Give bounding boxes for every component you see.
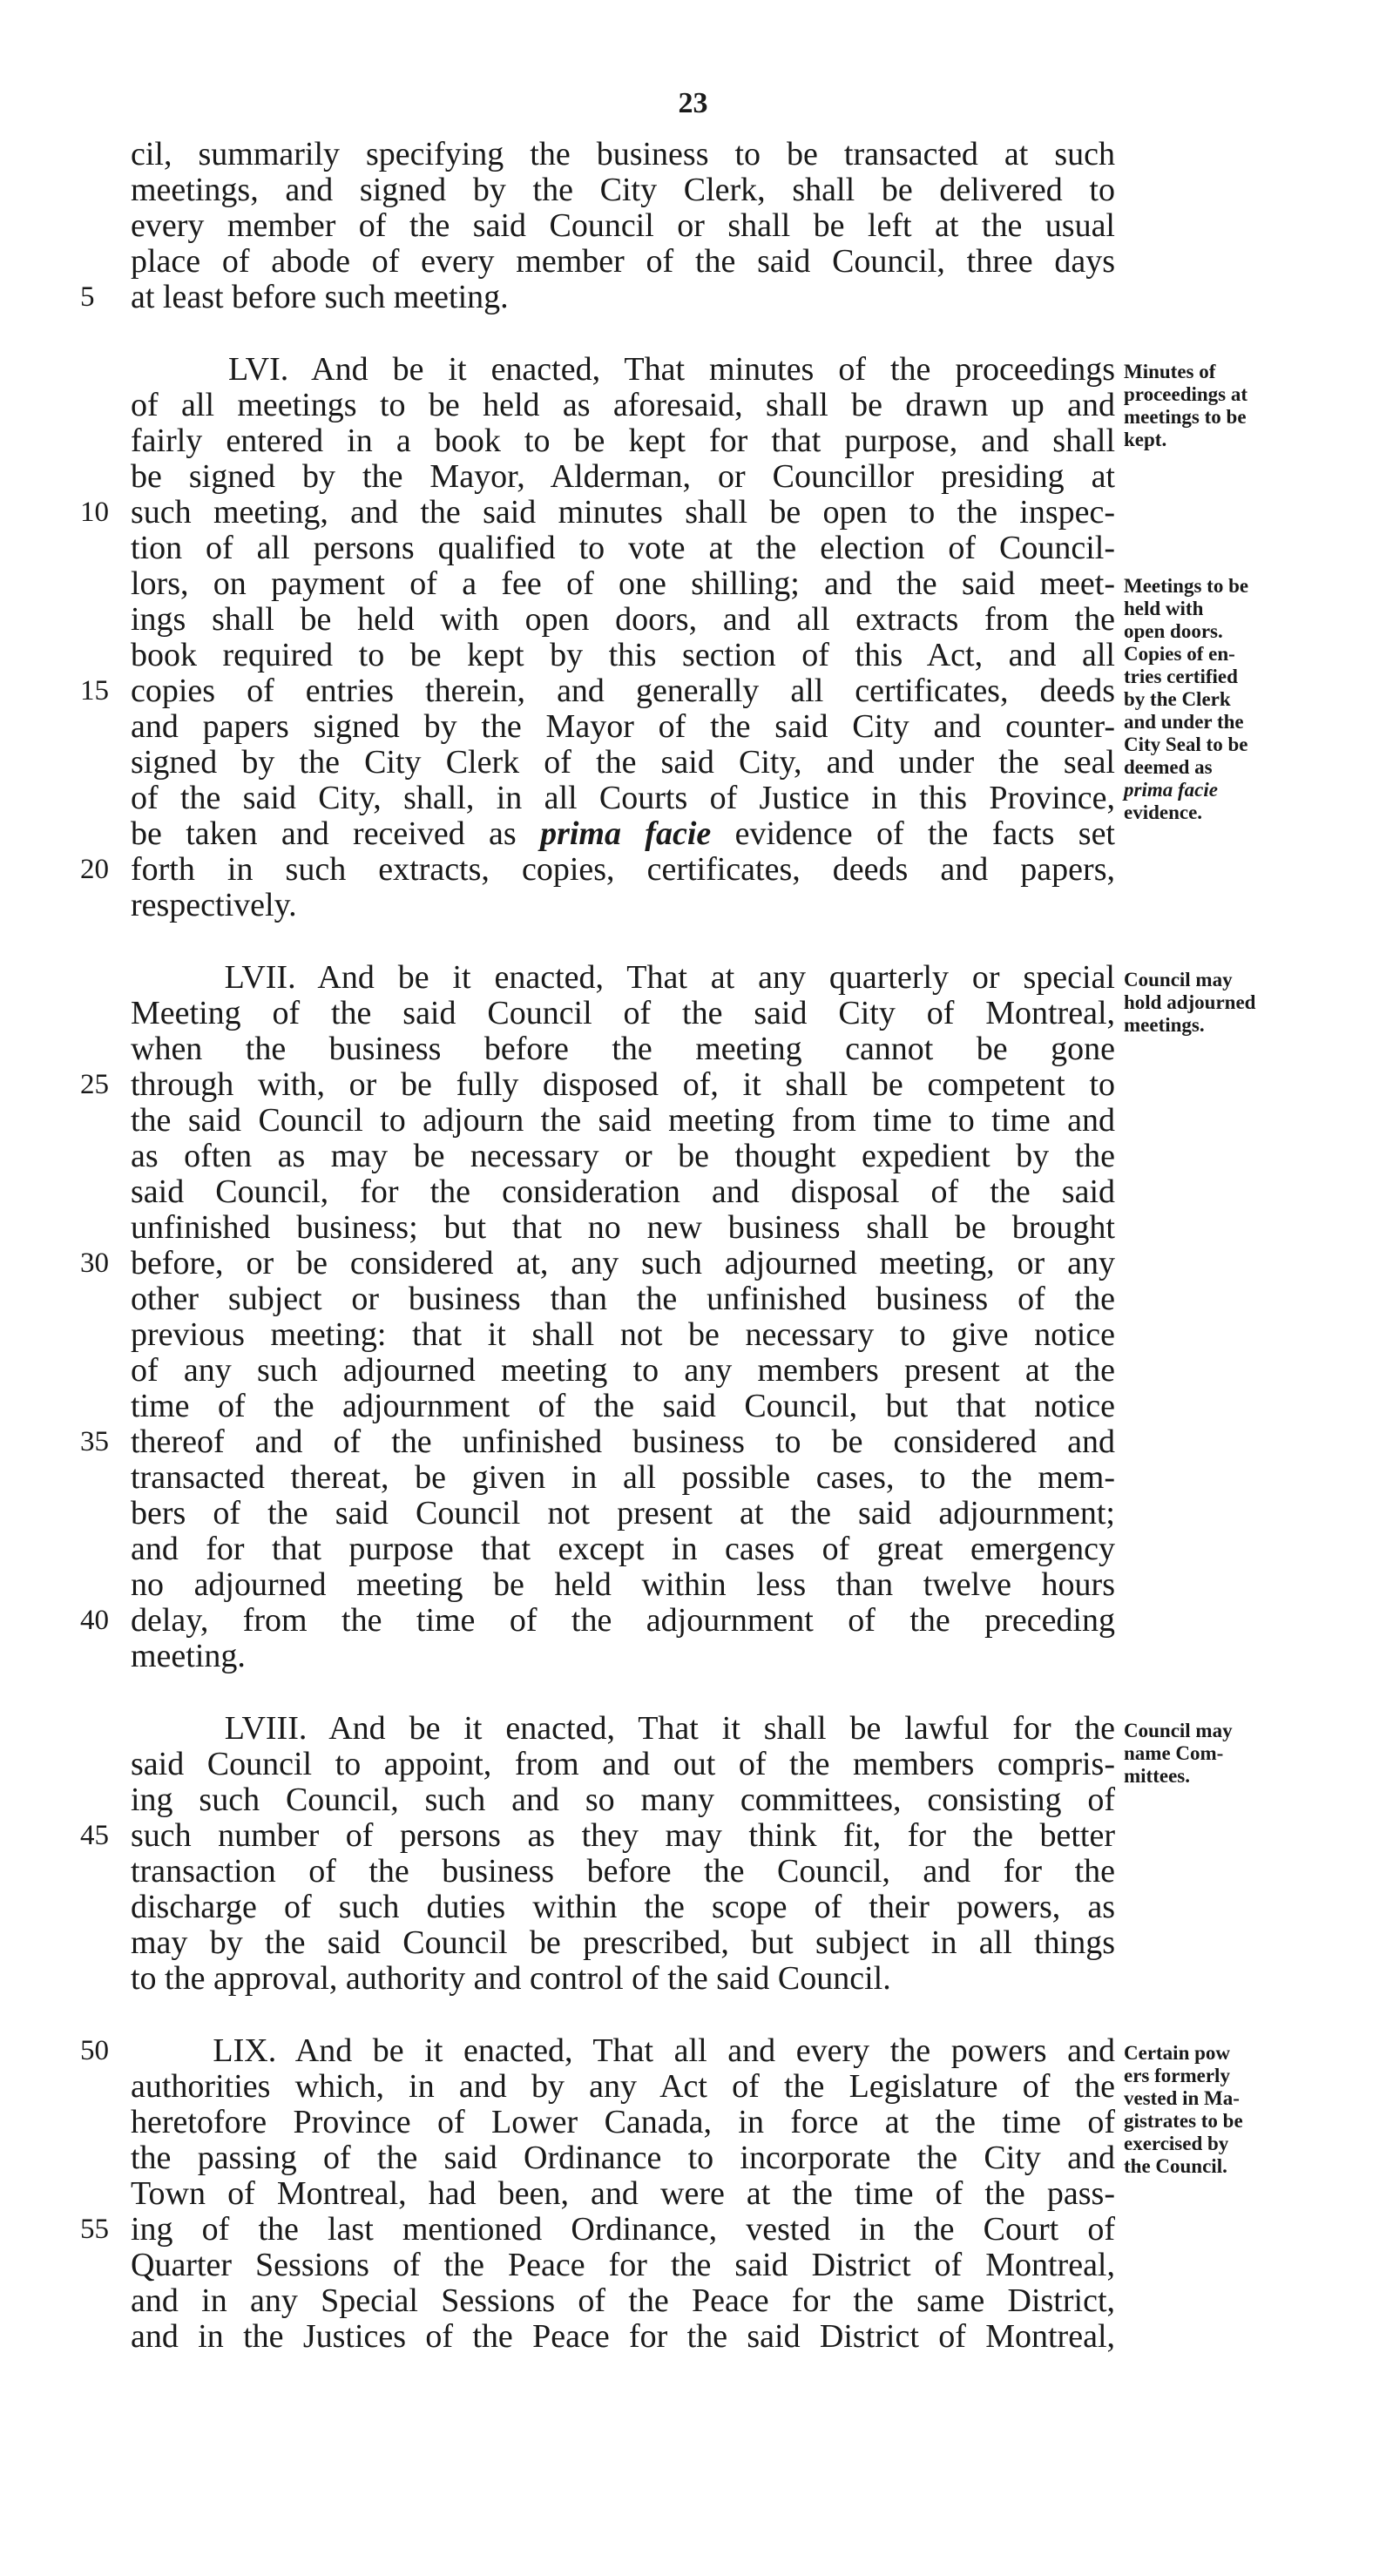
body-text-line: every member of the said Council or shall be left at the usual xyxy=(131,207,1115,244)
body-text-line: transacted thereat, be given in all possible cases, to the mem- xyxy=(131,1459,1115,1496)
body-text-line: LVIII. And be it enacted, That it shall be lawful for the xyxy=(131,1710,1115,1747)
body-text-line: fairly entered in a book to be kept for that purpose, and shall xyxy=(131,423,1115,459)
body-text-line: said Council, for the consideration and disposal of the said xyxy=(131,1173,1115,1210)
body-text-line: book required to be kept by this section of this Act, and all xyxy=(131,637,1115,673)
body-text-line: authorities which, in and by any Act of the Legislature of the xyxy=(131,2068,1115,2105)
body-text-line: of the said City, shall, in all Courts of Justice in this Province, xyxy=(131,780,1115,816)
body-text-line: of any such adjourned meeting to any members present at the xyxy=(131,1352,1115,1389)
body-text-line: and papers signed by the Mayor of the said City and counter- xyxy=(131,708,1115,745)
body-text-line: unfinished business; but that no new business shall be brought xyxy=(131,1209,1115,1246)
line-number: 25 xyxy=(80,1069,109,1100)
line-number: 30 xyxy=(80,1247,109,1279)
body-text-line: thereof and of the unfinished business to be considered and xyxy=(131,1423,1115,1460)
body-text-line: of all meetings to be held as aforesaid, shall be drawn up and xyxy=(131,387,1115,423)
body-text-line: LVII. And be it enacted, That at any quarterly or special xyxy=(131,959,1115,996)
body-text-line: previous meeting: that it shall not be necessary to give notice xyxy=(131,1316,1115,1353)
body-text-line: Town of Montreal, had been, and were at the time of the pass- xyxy=(131,2175,1115,2212)
body-text-line: transaction of the business before the Council, and for the xyxy=(131,1853,1115,1890)
body-text-line: and in any Special Sessions of the Peace for the same District, xyxy=(131,2282,1115,2319)
margin-note: Council may name Com- mittees. xyxy=(1124,1720,1233,1787)
margin-note: Council may hold adjourned meetings. xyxy=(1124,969,1256,1036)
body-text-line: such number of persons as they may think fit, for the better xyxy=(131,1817,1115,1854)
body-text-line: signed by the City Clerk of the said City, and under the seal xyxy=(131,744,1115,781)
body-text-line: before, or be considered at, any such adjourned meeting, or any xyxy=(131,1245,1115,1281)
line-number: 15 xyxy=(80,675,109,707)
body-text-line: tion of all persons qualified to vote at the election of Council- xyxy=(131,530,1115,566)
body-text-line: the said Council to adjourn the said meeting from time to time and xyxy=(131,1102,1115,1139)
body-text-line: and in the Justices of the Peace for the said District of Montreal, xyxy=(131,2318,1115,2355)
line-number: 40 xyxy=(80,1605,109,1636)
body-text-line: through with, or be fully disposed of, it shall be competent to xyxy=(131,1066,1115,1103)
body-text-line: the passing of the said Ordinance to incorporate the City and xyxy=(131,2140,1115,2176)
body-text-line: be signed by the Mayor, Alderman, or Councillor presiding at xyxy=(131,458,1115,495)
latin-phrase: prima facie xyxy=(540,815,712,852)
line-number: 55 xyxy=(80,2214,109,2245)
body-text-line: be taken and received as prima facie evidence of the facts set xyxy=(131,815,1115,852)
body-text-line: heretofore Province of Lower Canada, in force at the time of xyxy=(131,2104,1115,2140)
page-number: 23 xyxy=(678,87,708,119)
body-text-line: forth in such extracts, copies, certificates, deeds and papers, xyxy=(131,851,1115,888)
body-text-line: at least before such meeting. xyxy=(131,279,509,315)
body-text-line: ing of the last mentioned Ordinance, vested in the Court of xyxy=(131,2211,1115,2248)
body-text-line: as often as may be necessary or be thought expedient by the xyxy=(131,1138,1115,1174)
line-number: 5 xyxy=(80,281,95,313)
body-text-line: cil, summarily specifying the business to be transacted at such xyxy=(131,136,1115,172)
body-text-line: to the approval, authority and control of the said Council. xyxy=(131,1960,891,1997)
body-text-line: lors, on payment of a fee of one shilling; and the said meet- xyxy=(131,565,1115,602)
body-text-line: meetings, and signed by the City Clerk, shall be delivered to xyxy=(131,172,1115,208)
body-text-line: ings shall be held with open doors, and all extracts from the xyxy=(131,601,1115,638)
body-text-line: time of the adjournment of the said Council, but that notice xyxy=(131,1388,1115,1424)
body-text-line: and for that purpose that except in cases of great emergency xyxy=(131,1531,1115,1567)
body-text-line: Quarter Sessions of the Peace for the said District of Montreal, xyxy=(131,2247,1115,2283)
body-text-line: Meeting of the said Council of the said City of Montreal, xyxy=(131,995,1115,1031)
body-text-line: when the business before the meeting cannot be gone xyxy=(131,1031,1115,1067)
line-number: 45 xyxy=(80,1820,109,1851)
margin-note: Certain pow ers formerly vested in Ma- gistrates to be exercised by the Council. xyxy=(1124,2042,1243,2177)
margin-note: Meetings to be held with open doors. Copies of en- tries certified by the Clerk and under the City Seal to be deemed as prima facie evidence. xyxy=(1124,575,1249,823)
body-text-line: delay, from the time of the adjournment of the preceding xyxy=(131,1602,1115,1639)
body-text-line: discharge of such duties within the scope of their powers, as xyxy=(131,1889,1115,1925)
body-text-line: LIX. And be it enacted, That all and every the powers and xyxy=(131,2032,1115,2069)
body-text-line: bers of the said Council not present at the said adjournment; xyxy=(131,1495,1115,1531)
body-text-line: said Council to appoint, from and out of the members compris- xyxy=(131,1746,1115,1782)
body-text-line: respectively. xyxy=(131,887,297,923)
body-text-line: other subject or business than the unfinished business of the xyxy=(131,1281,1115,1317)
line-number: 50 xyxy=(80,2035,109,2066)
body-text-line: may by the said Council be prescribed, but subject in all things xyxy=(131,1924,1115,1961)
body-text-line: such meeting, and the said minutes shall be open to the inspec- xyxy=(131,494,1115,531)
body-text-line: ing such Council, such and so many committees, consisting of xyxy=(131,1782,1115,1818)
latin-phrase: prima facie xyxy=(1124,779,1218,801)
body-text-line: no adjourned meeting be held within less than twelve hours xyxy=(131,1566,1115,1603)
margin-note: Minutes of proceedings at meetings to be kept. xyxy=(1124,361,1248,450)
line-number: 20 xyxy=(80,854,109,885)
body-text-line: copies of entries therein, and generally all certificates, deeds xyxy=(131,673,1115,709)
body-text-line: LVI. And be it enacted, That minutes of the proceedings xyxy=(131,351,1115,388)
line-number: 35 xyxy=(80,1426,109,1457)
line-number: 10 xyxy=(80,497,109,528)
body-text-line: place of abode of every member of the said Council, three days xyxy=(131,243,1115,280)
body-text-line: meeting. xyxy=(131,1638,246,1674)
